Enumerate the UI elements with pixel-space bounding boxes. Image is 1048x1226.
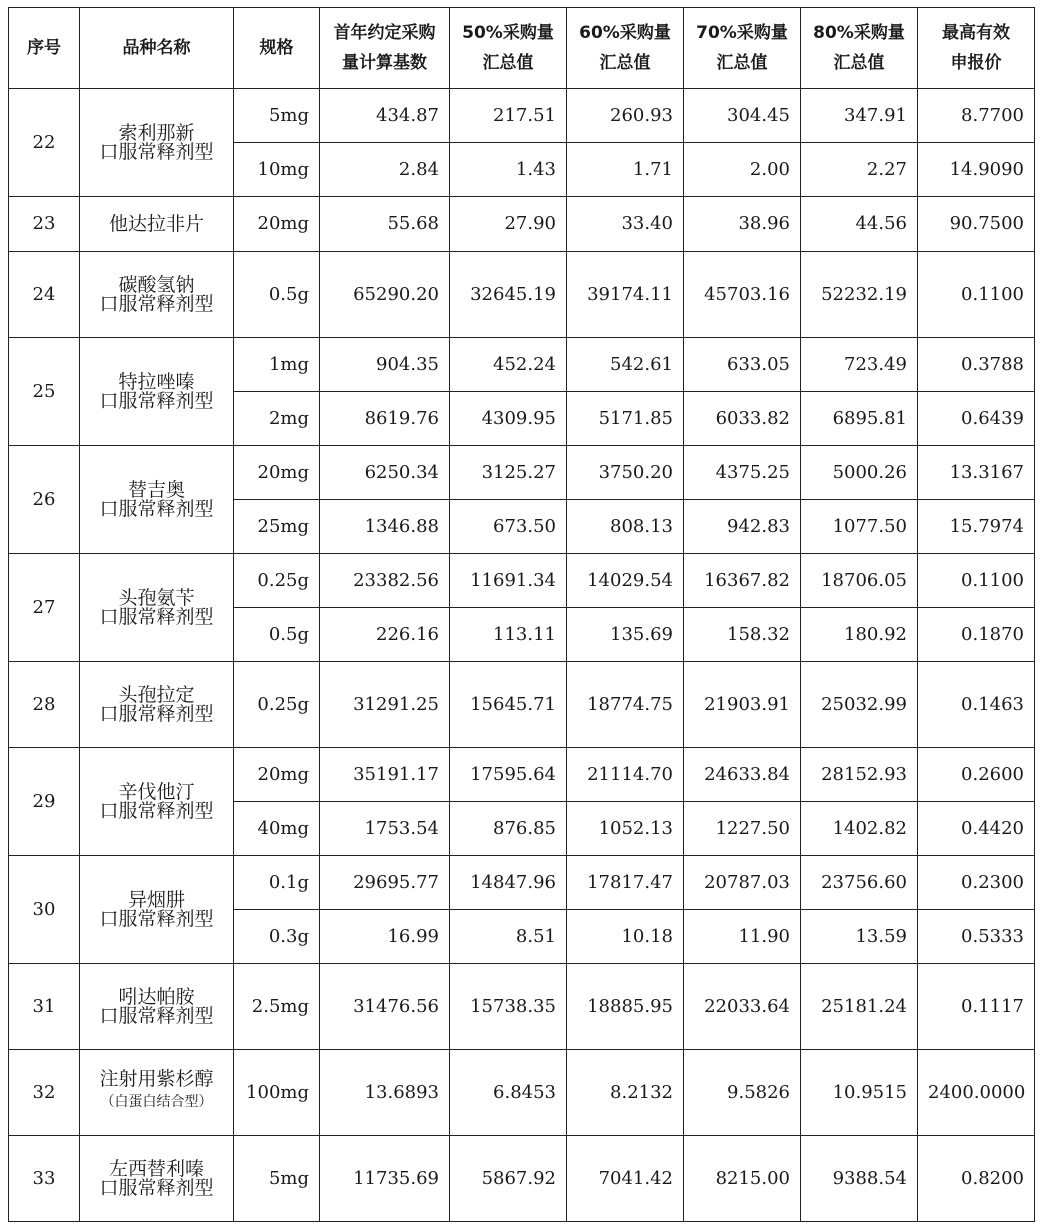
price-cell: 2400.0000	[918, 1050, 1035, 1136]
drug-name-line1: 异烟肼	[127, 888, 185, 911]
spec-cell: 40mg	[234, 802, 320, 856]
header-price-line1: 最高有效	[942, 23, 1010, 43]
drug-name-cell	[80, 662, 234, 748]
spec-cell: 0.5g	[234, 608, 320, 662]
base-cell: 23382.56	[320, 554, 450, 608]
price-cell: 0.8200	[918, 1136, 1035, 1222]
p60-cell: 260.93	[567, 89, 684, 143]
drug-name-line1: 吲达帕胺	[118, 985, 195, 1008]
table-row	[9, 338, 1035, 392]
drug-name-line2: 口服常释剂型	[99, 292, 214, 315]
p50-cell: 15738.35	[450, 964, 567, 1050]
header-spec: 规格	[234, 8, 320, 89]
seq-cell: 25	[9, 338, 80, 446]
drug-name-line1: 替吉奥	[127, 478, 185, 501]
drug-name-line1: 特拉唑嗪	[118, 370, 195, 393]
drug-name-cell	[80, 748, 234, 856]
base-cell: 35191.17	[320, 748, 450, 802]
p70-cell: 158.32	[684, 608, 801, 662]
p70-cell: 633.05	[684, 338, 801, 392]
spec-cell: 0.25g	[234, 662, 320, 748]
p70-cell: 2.00	[684, 143, 801, 197]
table-row	[9, 662, 1035, 748]
seq-cell: 22	[9, 89, 80, 197]
spec-cell: 0.5g	[234, 252, 320, 338]
table-row	[9, 252, 1035, 338]
p60-cell: 1052.13	[567, 802, 684, 856]
table-row	[9, 964, 1035, 1050]
drug-name-line1: 索利那新	[118, 121, 195, 144]
base-cell: 8619.76	[320, 392, 450, 446]
p80-cell: 347.91	[801, 89, 918, 143]
drug-name-cell	[80, 856, 234, 964]
p50-cell: 5867.92	[450, 1136, 567, 1222]
header-base	[320, 8, 450, 89]
drug-name-line1: 头孢氨苄	[118, 586, 195, 609]
drug-name-cell	[80, 89, 234, 197]
spec-cell: 0.25g	[234, 554, 320, 608]
seq-cell: 23	[9, 197, 80, 252]
drug-name-line1: 注射用紫杉醇	[99, 1068, 214, 1090]
table-row	[9, 856, 1035, 910]
p80-cell: 723.49	[801, 338, 918, 392]
header-price	[918, 8, 1035, 89]
base-cell: 2.84	[320, 143, 450, 197]
p70-cell: 45703.16	[684, 252, 801, 338]
base-cell: 55.68	[320, 197, 450, 252]
p70-cell: 942.83	[684, 500, 801, 554]
p70-cell: 4375.25	[684, 446, 801, 500]
p70-cell: 22033.64	[684, 964, 801, 1050]
base-cell: 1346.88	[320, 500, 450, 554]
spec-cell: 100mg	[234, 1050, 320, 1136]
p60-cell: 10.18	[567, 910, 684, 964]
price-cell: 14.9090	[918, 143, 1035, 197]
header-name: 品种名称	[80, 8, 234, 89]
p60-cell: 8.2132	[567, 1050, 684, 1136]
spec-cell: 20mg	[234, 446, 320, 500]
base-cell: 29695.77	[320, 856, 450, 910]
base-cell: 226.16	[320, 608, 450, 662]
header-p60-line2: 汇总值	[599, 53, 651, 73]
p50-cell: 876.85	[450, 802, 567, 856]
seq-cell: 24	[9, 252, 80, 338]
price-cell: 0.1100	[918, 252, 1035, 338]
p50-cell: 8.51	[450, 910, 567, 964]
p80-cell: 44.56	[801, 197, 918, 252]
p80-cell: 2.27	[801, 143, 918, 197]
drug-name-line2: 口服常释剂型	[99, 702, 214, 725]
base-cell: 13.6893	[320, 1050, 450, 1136]
price-cell: 0.2300	[918, 856, 1035, 910]
p70-cell: 20787.03	[684, 856, 801, 910]
p70-cell: 11.90	[684, 910, 801, 964]
p80-cell: 1402.82	[801, 802, 918, 856]
header-p60-line1: 60%采购量	[579, 23, 671, 43]
p60-cell: 39174.11	[567, 252, 684, 338]
table-row	[9, 197, 1035, 252]
price-cell: 13.3167	[918, 446, 1035, 500]
p80-cell: 10.9515	[801, 1050, 918, 1136]
price-cell: 0.1463	[918, 662, 1035, 748]
header-p70	[684, 8, 801, 89]
base-cell: 65290.20	[320, 252, 450, 338]
p70-cell: 9.5826	[684, 1050, 801, 1136]
p60-cell: 21114.70	[567, 748, 684, 802]
header-seq: 序号	[9, 8, 80, 89]
drug-name-cell	[80, 964, 234, 1050]
p70-cell: 16367.82	[684, 554, 801, 608]
p60-cell: 1.71	[567, 143, 684, 197]
p50-cell: 217.51	[450, 89, 567, 143]
drug-name-line1: 他达拉非片	[108, 212, 204, 235]
p50-cell: 3125.27	[450, 446, 567, 500]
p70-cell: 1227.50	[684, 802, 801, 856]
spec-cell: 0.3g	[234, 910, 320, 964]
p80-cell: 18706.05	[801, 554, 918, 608]
drug-name-line2: 口服常释剂型	[99, 1004, 214, 1027]
header-row	[9, 8, 1035, 89]
header-price-line2: 申报价	[950, 53, 1002, 73]
seq-cell: 31	[9, 964, 80, 1050]
p80-cell: 9388.54	[801, 1136, 918, 1222]
seq-cell: 27	[9, 554, 80, 662]
p50-cell: 452.24	[450, 338, 567, 392]
header-p70-line2: 汇总值	[716, 53, 768, 73]
p80-cell: 180.92	[801, 608, 918, 662]
p80-cell: 25032.99	[801, 662, 918, 748]
p60-cell: 808.13	[567, 500, 684, 554]
p80-cell: 23756.60	[801, 856, 918, 910]
p60-cell: 7041.42	[567, 1136, 684, 1222]
seq-cell: 33	[9, 1136, 80, 1222]
drug-name-line2: 口服常释剂型	[99, 1176, 214, 1199]
drug-name-line2: 口服常释剂型	[99, 389, 214, 412]
p80-cell: 1077.50	[801, 500, 918, 554]
table-row	[9, 554, 1035, 608]
header-p70-line1: 70%采购量	[696, 23, 788, 43]
p50-cell: 113.11	[450, 608, 567, 662]
spec-cell: 0.1g	[234, 856, 320, 910]
base-cell: 31476.56	[320, 964, 450, 1050]
header-p50-line1: 50%采购量	[462, 23, 554, 43]
p70-cell: 304.45	[684, 89, 801, 143]
drug-name-line2: 口服常释剂型	[99, 605, 214, 628]
p80-cell: 6895.81	[801, 392, 918, 446]
header-p80-line2: 汇总值	[833, 53, 885, 73]
drug-name-cell	[80, 338, 234, 446]
p60-cell: 14029.54	[567, 554, 684, 608]
p60-cell: 135.69	[567, 608, 684, 662]
price-cell: 90.7500	[918, 197, 1035, 252]
p80-cell: 28152.93	[801, 748, 918, 802]
table-row	[9, 748, 1035, 802]
price-cell: 15.7974	[918, 500, 1035, 554]
price-cell: 8.7700	[918, 89, 1035, 143]
table-row	[9, 1050, 1035, 1136]
p50-cell: 27.90	[450, 197, 567, 252]
drug-name-cell	[80, 1050, 234, 1136]
p80-cell: 13.59	[801, 910, 918, 964]
price-cell: 0.4420	[918, 802, 1035, 856]
spec-cell: 2.5mg	[234, 964, 320, 1050]
p70-cell: 38.96	[684, 197, 801, 252]
drug-name-line2: 口服常释剂型	[99, 907, 214, 930]
drug-name-line1: 碳酸氢钠	[118, 273, 195, 296]
p50-cell: 6.8453	[450, 1050, 567, 1136]
drug-name-cell	[80, 197, 234, 252]
p50-cell: 17595.64	[450, 748, 567, 802]
seq-cell: 26	[9, 446, 80, 554]
spec-cell: 20mg	[234, 197, 320, 252]
p70-cell: 8215.00	[684, 1136, 801, 1222]
p80-cell: 25181.24	[801, 964, 918, 1050]
table-row	[9, 1136, 1035, 1222]
p50-cell: 14847.96	[450, 856, 567, 910]
base-cell: 16.99	[320, 910, 450, 964]
base-cell: 11735.69	[320, 1136, 450, 1222]
spec-cell: 5mg	[234, 1136, 320, 1222]
price-cell: 0.1100	[918, 554, 1035, 608]
header-p50-line2: 汇总值	[482, 53, 534, 73]
seq-cell: 28	[9, 662, 80, 748]
p60-cell: 3750.20	[567, 446, 684, 500]
drug-name-line1: 辛伐他汀	[118, 780, 195, 803]
p50-cell: 673.50	[450, 500, 567, 554]
base-cell: 6250.34	[320, 446, 450, 500]
p50-cell: 15645.71	[450, 662, 567, 748]
header-p80	[801, 8, 918, 89]
p50-cell: 32645.19	[450, 252, 567, 338]
table-row	[9, 89, 1035, 143]
price-cell: 0.2600	[918, 748, 1035, 802]
drug-name-cell	[80, 252, 234, 338]
p70-cell: 24633.84	[684, 748, 801, 802]
spec-cell: 25mg	[234, 500, 320, 554]
base-cell: 904.35	[320, 338, 450, 392]
p80-cell: 5000.26	[801, 446, 918, 500]
p70-cell: 21903.91	[684, 662, 801, 748]
p80-cell: 52232.19	[801, 252, 918, 338]
drug-name-line2: 口服常释剂型	[99, 497, 214, 520]
drug-name-line1: 头孢拉定	[118, 683, 195, 706]
drug-name-line2: 口服常释剂型	[99, 799, 214, 822]
p50-cell: 4309.95	[450, 392, 567, 446]
spec-cell: 5mg	[234, 89, 320, 143]
p60-cell: 33.40	[567, 197, 684, 252]
seq-cell: 32	[9, 1050, 80, 1136]
drug-name-line1: 左西替利嗪	[108, 1157, 204, 1180]
spec-cell: 10mg	[234, 143, 320, 197]
spec-cell: 2mg	[234, 392, 320, 446]
price-cell: 0.1870	[918, 608, 1035, 662]
drug-name-cell	[80, 1136, 234, 1222]
base-cell: 434.87	[320, 89, 450, 143]
drug-name-note: （白蛋白结合型）	[100, 1094, 213, 1110]
price-cell: 0.1117	[918, 964, 1035, 1050]
spec-cell: 20mg	[234, 748, 320, 802]
header-p60	[567, 8, 684, 89]
header-p50	[450, 8, 567, 89]
p50-cell: 11691.34	[450, 554, 567, 608]
header-p80-line1: 80%采购量	[813, 23, 905, 43]
p60-cell: 5171.85	[567, 392, 684, 446]
price-cell: 0.3788	[918, 338, 1035, 392]
header-base-line1: 首年约定采购	[333, 23, 436, 43]
p60-cell: 18774.75	[567, 662, 684, 748]
base-cell: 31291.25	[320, 662, 450, 748]
p60-cell: 542.61	[567, 338, 684, 392]
p60-cell: 18885.95	[567, 964, 684, 1050]
table-row	[9, 446, 1035, 500]
base-cell: 1753.54	[320, 802, 450, 856]
spec-cell: 1mg	[234, 338, 320, 392]
price-cell: 0.5333	[918, 910, 1035, 964]
p60-cell: 17817.47	[567, 856, 684, 910]
procurement-table	[8, 7, 1035, 1222]
drug-name-line2: 口服常释剂型	[99, 140, 214, 163]
seq-cell: 29	[9, 748, 80, 856]
p50-cell: 1.43	[450, 143, 567, 197]
seq-cell: 30	[9, 856, 80, 964]
drug-name-cell	[80, 554, 234, 662]
header-base-line2: 量计算基数	[342, 53, 427, 73]
price-cell: 0.6439	[918, 392, 1035, 446]
p70-cell: 6033.82	[684, 392, 801, 446]
drug-name-cell	[80, 446, 234, 554]
